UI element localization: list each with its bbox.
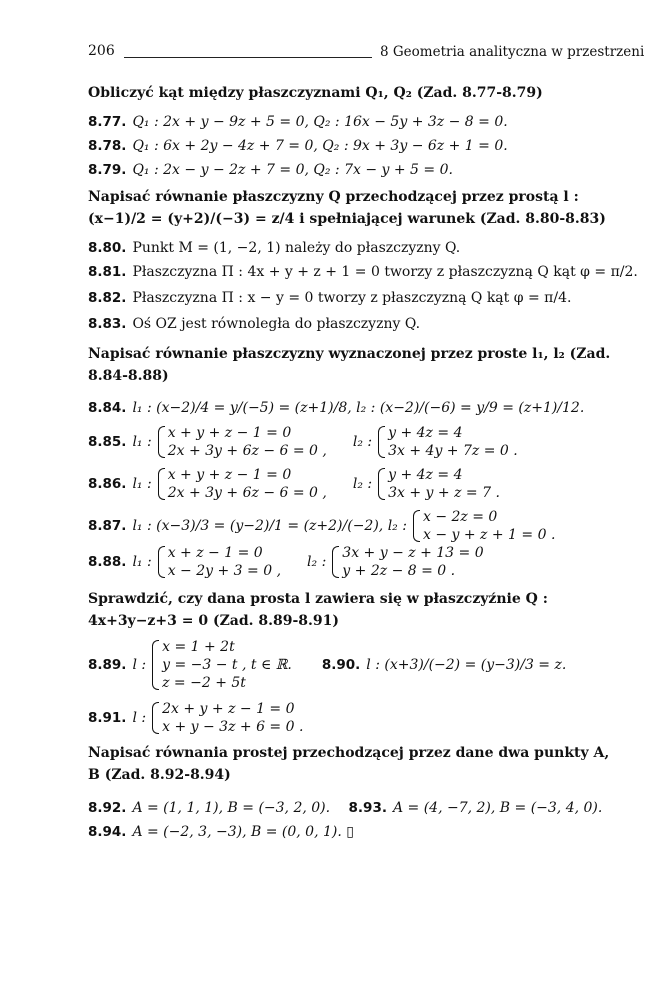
equation: x − 2z = 0 xyxy=(422,509,498,525)
exercise-8-80 xyxy=(88,238,460,258)
header-rule xyxy=(124,57,372,58)
exercise-text: l₁ : (x−2)/4 = y/(−5) = (z+1)/8, l₂ : (x−2)/(−6) = y/9 = (z+1)/12. xyxy=(132,400,585,416)
exercise-text: Q₁ : 6x + 2y − 4z + 7 = 0, Q₂ : 9x + 3y − 6z + 1 = 0. xyxy=(132,138,508,154)
equation: x − y + z + 1 = 0 . xyxy=(422,527,556,543)
section-heading-plane-two-lines: Napisać równanie płaszczyzny wyznaczonej przez proste l₁, l₂ (Zad. 8.84-8.88) xyxy=(88,346,611,384)
exercise-8-90 xyxy=(322,655,566,675)
exercise-number: 8.82. xyxy=(88,290,127,306)
equation-system-l2 xyxy=(378,466,500,502)
equation-system xyxy=(152,700,303,736)
exercise-8-83 xyxy=(88,314,420,334)
equation: x + y − 3z + 6 = 0 . xyxy=(162,719,304,735)
exercise-8-91 xyxy=(88,700,303,736)
exercise-text: Płaszczyzna Π : x − y = 0 tworzy z płaszczyzną Q kąt φ = π/4. xyxy=(132,290,572,306)
exercise-8-86 xyxy=(88,466,500,502)
equation: z = −2 + 5t xyxy=(162,675,246,691)
exercise-text: Oś OZ jest równoległa do płaszczyzny Q. xyxy=(132,316,421,332)
equation: y + 2z − 8 = 0 . xyxy=(342,563,456,579)
equation: x + z − 1 = 0 xyxy=(167,545,263,561)
equation: 2x + 3y + 6z − 6 = 0 , xyxy=(167,485,327,501)
exercise-8-82 xyxy=(88,288,571,308)
exercise-text: A = (4, −7, 2), B = (−3, 4, 0). xyxy=(392,800,603,816)
exercise-number: 8.80. xyxy=(88,240,127,256)
exercise-number: 8.90. xyxy=(321,657,361,673)
exercise-text: Q₁ : 2x − y − 2z + 7 = 0, Q₂ : 7x − y + 5 = 0. xyxy=(132,162,453,178)
equation: 3x + y + z = 7 . xyxy=(388,485,500,501)
exercise-8-94 xyxy=(88,822,354,842)
exercise-8-77 xyxy=(88,112,508,132)
equation-system-l1 xyxy=(158,544,281,580)
chapter-title: 8 Geometria analityczna w przestrzeni xyxy=(380,44,645,60)
equation: 2x + 3y + 6z − 6 = 0 , xyxy=(167,443,327,459)
section-heading-line-two-points: Napisać równania prostej przechodzącej przez dane dwa punkty A, B (Zad. 8.92-8.94) xyxy=(88,745,610,783)
section-heading-angle: Obliczyć kąt między płaszczyznami Q₁, Q₂ (Zad. 8.77-8.79) xyxy=(88,85,543,101)
exercise-8-92-93 xyxy=(88,798,602,818)
line-label-l1: l₁ : xyxy=(132,434,152,450)
equation: x + y + z − 1 = 0 xyxy=(167,425,292,441)
equation-system-l1 xyxy=(158,424,327,460)
exercise-number: 8.94. xyxy=(88,824,127,840)
equation-system-l2 xyxy=(413,508,555,544)
equation: x − 2y + 3 = 0 , xyxy=(167,563,282,579)
parametric-system xyxy=(152,638,292,692)
exercise-8-89 xyxy=(88,638,566,692)
line-label: l : xyxy=(132,710,147,726)
exercise-number: 8.83. xyxy=(88,316,127,332)
line-label-l2: l₂ : xyxy=(307,554,327,570)
exercise-number: 8.86. xyxy=(88,476,127,492)
equation: y + 4z = 4 xyxy=(388,467,463,483)
equation-system-l1 xyxy=(158,466,327,502)
exercise-text: A = (1, 1, 1), B = (−3, 2, 0). xyxy=(132,800,331,816)
section-heading-line-in-plane: Sprawdzić, czy dana prosta l zawiera się w płaszczyźnie Q : 4x+3y−z+3 = 0 (Zad. 8.89-8.91) xyxy=(88,591,548,629)
page-number: 206 xyxy=(88,43,115,59)
exercise-8-88 xyxy=(88,544,484,580)
line-label-l2: l₂ : xyxy=(352,476,373,492)
exercise-number: 8.87. xyxy=(88,518,127,534)
equation: y = −3 − t , t ∈ ℝ. xyxy=(162,657,292,673)
exercise-text: A = (−2, 3, −3), B = (0, 0, 1). ▯ xyxy=(132,824,354,840)
equation: 3x + y − z + 13 = 0 xyxy=(342,545,484,561)
equation: 3x + 4y + 7z = 0 . xyxy=(388,443,518,459)
exercise-8-84 xyxy=(88,398,584,418)
exercise-number: 8.89. xyxy=(88,657,127,673)
exercise-number: 8.78. xyxy=(88,138,127,154)
line-label-l1: l₁ : xyxy=(132,476,152,492)
exercise-text: l : (x+3)/(−2) = (y−3)/3 = z. xyxy=(366,657,567,673)
exercise-number: 8.81. xyxy=(88,264,127,280)
exercise-8-87 xyxy=(88,508,555,544)
exercise-number: 8.92. xyxy=(88,800,127,816)
equation: y + 4z = 4 xyxy=(388,425,463,441)
equation-system-l2 xyxy=(332,544,483,580)
exercise-number: 8.79. xyxy=(88,162,127,178)
exercise-8-78 xyxy=(88,136,508,156)
exercise-number: 8.85. xyxy=(88,434,127,450)
exercise-8-79 xyxy=(88,160,453,180)
exercise-text: l₁ : (x−3)/3 = (y−2)/1 = (z+2)/(−2), l₂ : xyxy=(132,518,407,534)
equation: x = 1 + 2t xyxy=(162,639,235,655)
line-label-l1: l₁ : xyxy=(132,554,152,570)
equation: x + y + z − 1 = 0 xyxy=(167,467,292,483)
exercise-text: Płaszczyzna Π : 4x + y + z + 1 = 0 tworzy z płaszczyzną Q kąt φ = π/2. xyxy=(132,264,638,280)
exercise-text: Q₁ : 2x + y − 9z + 5 = 0, Q₂ : 16x − 5y + 3z − 8 = 0. xyxy=(132,114,508,130)
equation-system-l2 xyxy=(378,424,518,460)
exercise-8-85 xyxy=(88,424,518,460)
exercise-8-81 xyxy=(88,262,638,282)
exercise-number: 8.77. xyxy=(88,114,127,130)
exercise-number: 8.88. xyxy=(88,554,127,570)
equation: 2x + y + z − 1 = 0 xyxy=(162,701,295,717)
line-label: l : xyxy=(132,657,147,673)
exercise-number: 8.91. xyxy=(88,710,127,726)
exercise-number: 8.93. xyxy=(348,800,387,816)
section-heading-plane-through-line: Napisać równanie płaszczyzny Q przechodzącej przez prostą l : (x−1)/2 = (y+2)/(−3) = z/4 i spełniającej warunek (Zad. 8.80-8.83) xyxy=(88,189,606,227)
line-label-l2: l₂ : xyxy=(352,434,373,450)
exercise-number: 8.84. xyxy=(88,400,127,416)
exercise-text: Punkt M = (1, −2, 1) należy do płaszczyzny Q. xyxy=(132,240,461,256)
